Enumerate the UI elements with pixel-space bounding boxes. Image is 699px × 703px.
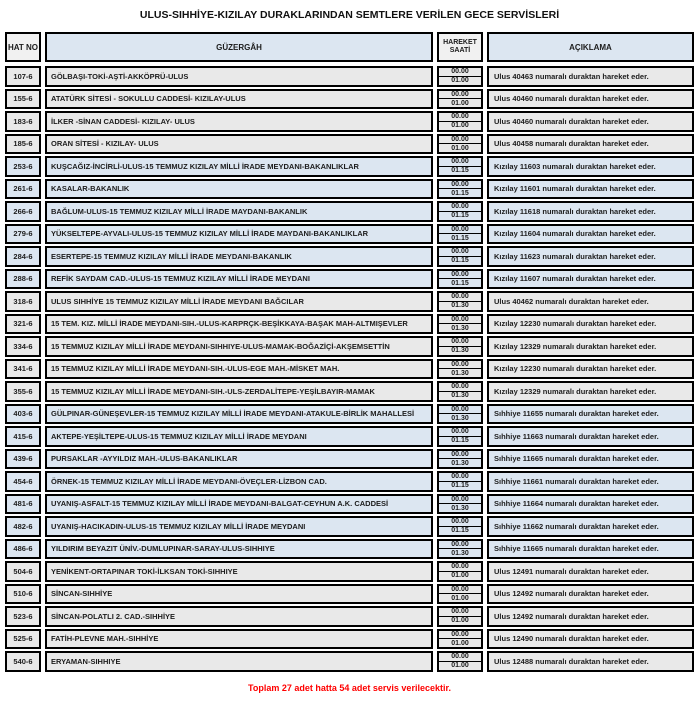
departure-time-second: 01.00: [451, 662, 469, 670]
departure-time-first: 00.00: [439, 631, 481, 640]
departure-time-first: 00.00: [439, 653, 481, 662]
route-cell: ATATÜRK SİTESİ - SOKULLU CADDESİ- KIZILAY-ULUS: [45, 89, 433, 110]
column-header-route: GÜZERGÂH: [45, 32, 433, 62]
departure-time-first: 00.00: [439, 113, 481, 122]
table-row: [5, 381, 694, 402]
explanation-cell: Ulus 12491 numaralı duraktan hareket eder.: [487, 561, 694, 582]
route-cell: ESERTEPE-15 TEMMUZ KIZILAY MİLLİ İRADE MEYDANI-BAKANLIK: [45, 246, 433, 267]
table-row: [5, 471, 694, 492]
table-row: [5, 651, 694, 672]
explanation-cell: Ulus 12492 numaralı duraktan hareket eder.: [487, 606, 694, 627]
table-header-row: [5, 32, 694, 62]
explanation-cell: Sıhhiye 11665 numaralı duraktan hareket eder.: [487, 539, 694, 560]
departure-times-cell: [437, 426, 483, 447]
explanation-cell: Kızılay 12230 numaralı duraktan hareket eder.: [487, 314, 694, 335]
summary-note: Toplam 27 adet hatta 54 adet servis verilecektir.: [248, 682, 451, 693]
departure-time-first: 00.00: [439, 136, 481, 145]
departure-times-cell: [437, 111, 483, 132]
hat-no-cell: 318-6: [5, 291, 41, 312]
departure-time-first: 00.00: [439, 271, 481, 280]
explanation-cell: Ulus 12492 numaralı duraktan hareket eder.: [487, 584, 694, 605]
table-row: [5, 426, 694, 447]
table-row: [5, 134, 694, 155]
departure-time-first: 00.00: [439, 383, 481, 392]
departure-time-second: 01.15: [451, 279, 469, 287]
route-cell: 15 TEM. KIZ. MİLLİ İRADE MEYDANI-SIH.-ULUS-KARPRÇK-BEŞİKKAYA-BAŞAK MAH-ALTMIŞEVLER: [45, 314, 433, 335]
hat-no-cell: 284-6: [5, 246, 41, 267]
table-body: [5, 66, 694, 672]
hat-no-cell: 540-6: [5, 651, 41, 672]
hat-no-cell: 155-6: [5, 89, 41, 110]
route-cell: REFİK SAYDAM CAD.-ULUS-15 TEMMUZ KIZILAY MİLLİ İRADE MEYDANI: [45, 269, 433, 290]
departure-time-second: 01.00: [451, 122, 469, 130]
departure-times-cell: [437, 269, 483, 290]
hat-no-cell: 415-6: [5, 426, 41, 447]
departure-times-cell: [437, 584, 483, 605]
departure-time-first: 00.00: [439, 496, 481, 505]
explanation-cell: Ulus 12488 numaralı duraktan hareket eder.: [487, 651, 694, 672]
departure-times-cell: [437, 449, 483, 470]
table-row: [5, 89, 694, 110]
table-row: [5, 584, 694, 605]
table-row: [5, 314, 694, 335]
hat-no-cell: 266-6: [5, 201, 41, 222]
route-cell: BAĞLUM-ULUS-15 TEMMUZ KIZILAY MİLLİ İRADE MAYDANI-BAKANLIK: [45, 201, 433, 222]
hat-no-cell: 321-6: [5, 314, 41, 335]
departure-time-second: 01.30: [451, 324, 469, 332]
departure-time-first: 00.00: [439, 226, 481, 235]
departure-times-cell: [437, 336, 483, 357]
table-row: [5, 606, 694, 627]
hat-no-cell: 482-6: [5, 516, 41, 537]
explanation-cell: Kızılay 12329 numaralı duraktan hareket eder.: [487, 381, 694, 402]
table-row: [5, 516, 694, 537]
departure-time-second: 01.30: [451, 369, 469, 377]
explanation-cell: Ulus 40463 numaralı duraktan hareket eder.: [487, 66, 694, 87]
table-row: [5, 66, 694, 87]
departure-time-first: 00.00: [439, 428, 481, 437]
route-cell: SİNCAN-SIHHİYE: [45, 584, 433, 605]
departure-time-second: 01.15: [451, 482, 469, 490]
hat-no-cell: 355-6: [5, 381, 41, 402]
departure-time-second: 01.15: [451, 167, 469, 175]
departure-time-first: 00.00: [439, 541, 481, 550]
hat-no-cell: 523-6: [5, 606, 41, 627]
departure-time-first: 00.00: [439, 316, 481, 325]
route-cell: KASALAR-BAKANLIK: [45, 179, 433, 200]
departure-times-cell: [437, 359, 483, 380]
departure-time-second: 01.30: [451, 459, 469, 467]
departure-time-first: 00.00: [439, 406, 481, 415]
table-row: [5, 449, 694, 470]
explanation-cell: Kızılay 11623 numaralı duraktan hareket eder.: [487, 246, 694, 267]
route-cell: YÜKSELTEPE-AYVALI-ULUS-15 TEMMUZ KIZILAY MİLLİ İRADE MAYDANI-BAKANLIKLAR: [45, 224, 433, 245]
hat-no-cell: 504-6: [5, 561, 41, 582]
departure-time-first: 00.00: [439, 68, 481, 77]
route-cell: KUŞCAĞIZ-İNCİRLİ-ULUS-15 TEMMUZ KIZILAY MİLLİ İRADE MEYDANI-BAKANLIKLAR: [45, 156, 433, 177]
departure-times-cell: [437, 471, 483, 492]
hat-no-cell: 510-6: [5, 584, 41, 605]
explanation-cell: Kızılay 11603 numaralı duraktan hareket eder.: [487, 156, 694, 177]
page-title: ULUS-SIHHİYE-KIZILAY DURAKLARINDAN SEMTLERE VERİLEN GECE SERVİSLERİ: [139, 9, 560, 21]
departure-time-second: 01.00: [451, 99, 469, 107]
hat-no-cell: 341-6: [5, 359, 41, 380]
departure-times-cell: [437, 179, 483, 200]
departure-time-second: 01.00: [451, 77, 469, 85]
departure-time-second: 01.30: [451, 347, 469, 355]
hat-no-cell: 454-6: [5, 471, 41, 492]
hat-no-cell: 481-6: [5, 494, 41, 515]
departure-time-first: 00.00: [439, 181, 481, 190]
hat-no-cell: 486-6: [5, 539, 41, 560]
departure-time-second: 01.30: [451, 392, 469, 400]
hat-no-cell: 261-6: [5, 179, 41, 200]
departure-time-second: 01.30: [451, 549, 469, 557]
column-header-explanation: AÇIKLAMA: [487, 32, 694, 62]
departure-time-second: 01.00: [451, 639, 469, 647]
hat-no-cell: 253-6: [5, 156, 41, 177]
route-cell: YENİKENT-ORTAPINAR TOKİ-İLKSAN TOKİ-SIHHIYE: [45, 561, 433, 582]
hat-no-cell: 288-6: [5, 269, 41, 290]
explanation-cell: Sıhhiye 11665 numaralı duraktan hareket eder.: [487, 449, 694, 470]
departure-times-cell: [437, 291, 483, 312]
hat-no-cell: 279-6: [5, 224, 41, 245]
route-cell: 15 TEMMUZ KIZILAY MİLLİ İRADE MEYDANI-SIH.-ULUS-EGE MAH.-MİSKET MAH.: [45, 359, 433, 380]
explanation-cell: Ulus 40462 numaralı duraktan hareket eder.: [487, 291, 694, 312]
departure-time-first: 00.00: [439, 608, 481, 617]
explanation-cell: Sıhhiye 11661 numaralı duraktan hareket eder.: [487, 471, 694, 492]
route-cell: 15 TEMMUZ KIZILAY MİLLİ İRADE MEYDANI-SIHHIYE-ULUS-MAMAK-BOĞAZİÇİ-AKŞEMSETTİN: [45, 336, 433, 357]
explanation-cell: Sıhhiye 11655 numaralı duraktan hareket eder.: [487, 404, 694, 425]
departure-time-first: 00.00: [439, 361, 481, 370]
table-row: [5, 539, 694, 560]
explanation-cell: Ulus 12490 numaralı duraktan hareket eder.: [487, 629, 694, 650]
departure-times-cell: [437, 539, 483, 560]
departure-times-cell: [437, 516, 483, 537]
route-cell: ULUS SIHHİYE 15 TEMMUZ KIZILAY MİLLİ İRADE MEYDANI BAĞCILAR: [45, 291, 433, 312]
departure-time-second: 01.00: [451, 594, 469, 602]
departure-times-cell: [437, 314, 483, 335]
departure-times-cell: [437, 201, 483, 222]
explanation-cell: Sıhhiye 11663 numaralı duraktan hareket eder.: [487, 426, 694, 447]
departure-times-cell: [437, 246, 483, 267]
hat-no-cell: 334-6: [5, 336, 41, 357]
departure-time-second: 01.15: [451, 234, 469, 242]
table-row: [5, 156, 694, 177]
table-row: [5, 179, 694, 200]
route-cell: PURSAKLAR -AYYILDIZ MAH.-ULUS-BAKANLIKLAR: [45, 449, 433, 470]
departure-times-cell: [437, 561, 483, 582]
hat-no-cell: 183-6: [5, 111, 41, 132]
departure-time-first: 00.00: [439, 203, 481, 212]
explanation-cell: Kızılay 12329 numaralı duraktan hareket eder.: [487, 336, 694, 357]
route-cell: GÜLPINAR-GÜNEŞEVLER-15 TEMMUZ KIZILAY MİLLİ İRADE MEYDANI-ATAKULE-BİRLİK MAHALLESİ: [45, 404, 433, 425]
explanation-cell: Ulus 40458 numaralı duraktan hareket eder.: [487, 134, 694, 155]
explanation-cell: Kızılay 11607 numaralı duraktan hareket eder.: [487, 269, 694, 290]
departure-time-first: 00.00: [439, 563, 481, 572]
hat-no-cell: 403-6: [5, 404, 41, 425]
departure-time-first: 00.00: [439, 293, 481, 302]
route-cell: UYANIŞ-ASFALT-15 TEMMUZ KIZILAY MİLLİ İRADE MEYDANI-BALGAT-CEYHUN A.K. CADDESİ: [45, 494, 433, 515]
departure-time-first: 00.00: [439, 248, 481, 257]
table-row: [5, 111, 694, 132]
hat-no-cell: 107-6: [5, 66, 41, 87]
departure-time-first: 00.00: [439, 158, 481, 167]
explanation-cell: Ulus 40460 numaralı duraktan hareket eder.: [487, 111, 694, 132]
departure-times-cell: [437, 134, 483, 155]
table-row: [5, 561, 694, 582]
table-row: [5, 336, 694, 357]
departure-time-first: 00.00: [439, 451, 481, 460]
route-cell: 15 TEMMUZ KIZILAY MİLLİ İRADE MEYDANI-SIH.-ULS-ZERDALİTEPE-YEŞİLBAYIR-MAMAK: [45, 381, 433, 402]
hat-no-cell: 185-6: [5, 134, 41, 155]
route-cell: AKTEPE-YEŞİLTEPE-ULUS-15 TEMMUZ KIZILAY MİLLİ İRADE MEYDANI: [45, 426, 433, 447]
table-row: [5, 201, 694, 222]
explanation-cell: Sıhhiye 11662 numaralı duraktan hareket eder.: [487, 516, 694, 537]
table-row: [5, 269, 694, 290]
table-row: [5, 629, 694, 650]
route-cell: FATİH-PLEVNE MAH.-SIHHİYE: [45, 629, 433, 650]
departure-times-cell: [437, 494, 483, 515]
departure-times-cell: [437, 224, 483, 245]
table-row: [5, 404, 694, 425]
departure-times-cell: [437, 404, 483, 425]
departure-time-first: 00.00: [439, 473, 481, 482]
departure-times-cell: [437, 606, 483, 627]
route-cell: GÖLBAŞI-TOKİ-AŞTİ-AKKÖPRÜ-ULUS: [45, 66, 433, 87]
table-row: [5, 359, 694, 380]
departure-time-second: 01.15: [451, 212, 469, 220]
table-row: [5, 494, 694, 515]
hat-no-cell: 439-6: [5, 449, 41, 470]
departure-time-second: 01.00: [451, 617, 469, 625]
route-cell: İLKER -SİNAN CADDESİ- KIZILAY- ULUS: [45, 111, 433, 132]
departure-times-cell: [437, 651, 483, 672]
explanation-cell: Kızılay 11604 numaralı duraktan hareket eder.: [487, 224, 694, 245]
departure-time-second: 01.15: [451, 527, 469, 535]
route-cell: UYANIŞ-HACIKADIN-ULUS-15 TEMMUZ KIZILAY MİLLİ İRADE MEYDANI: [45, 516, 433, 537]
departure-time-second: 01.00: [451, 144, 469, 152]
departure-time-second: 01.30: [451, 504, 469, 512]
departure-time-first: 00.00: [439, 338, 481, 347]
departure-time-first: 00.00: [439, 586, 481, 595]
route-cell: ORAN SİTESİ - KIZILAY- ULUS: [45, 134, 433, 155]
hat-no-cell: 525-6: [5, 629, 41, 650]
departure-time-second: 01.15: [451, 257, 469, 265]
departure-time-second: 01.15: [451, 189, 469, 197]
departure-times-cell: [437, 89, 483, 110]
departure-times-cell: [437, 66, 483, 87]
departure-time-second: 01.30: [451, 414, 469, 422]
route-cell: ERYAMAN-SIHHIYE: [45, 651, 433, 672]
departure-time-second: 01.30: [451, 302, 469, 310]
departure-times-cell: [437, 156, 483, 177]
departure-time-first: 00.00: [439, 518, 481, 527]
table-row: [5, 224, 694, 245]
departure-times-cell: [437, 629, 483, 650]
column-header-hat-no: HAT NO: [5, 32, 41, 62]
route-cell: ÖRNEK-15 TEMMUZ KIZILAY MİLLİ İRADE MEYDANI-ÖVEÇLER-LİZBON CAD.: [45, 471, 433, 492]
explanation-cell: Ulus 40460 numaralı duraktan hareket eder.: [487, 89, 694, 110]
explanation-cell: Kızılay 12230 numaralı duraktan hareket eder.: [487, 359, 694, 380]
route-cell: SİNCAN-POLATLI 2. CAD.-SIHHİYE: [45, 606, 433, 627]
departure-time-second: 01.00: [451, 572, 469, 580]
departure-times-cell: [437, 381, 483, 402]
explanation-cell: Kızılay 11601 numaralı duraktan hareket eder.: [487, 179, 694, 200]
table-row: [5, 291, 694, 312]
route-cell: YILDIRIM BEYAZIT ÜNİV.-DUMLUPINAR-SARAY-ULUS-SIHHIYE: [45, 539, 433, 560]
explanation-cell: Sıhhiye 11664 numaralı duraktan hareket eder.: [487, 494, 694, 515]
departure-time-first: 00.00: [439, 91, 481, 100]
explanation-cell: Kızılay 11618 numaralı duraktan hareket eder.: [487, 201, 694, 222]
departure-time-second: 01.15: [451, 437, 469, 445]
column-header-departure-time: HAREKET SAATİ: [437, 32, 483, 62]
table-row: [5, 246, 694, 267]
